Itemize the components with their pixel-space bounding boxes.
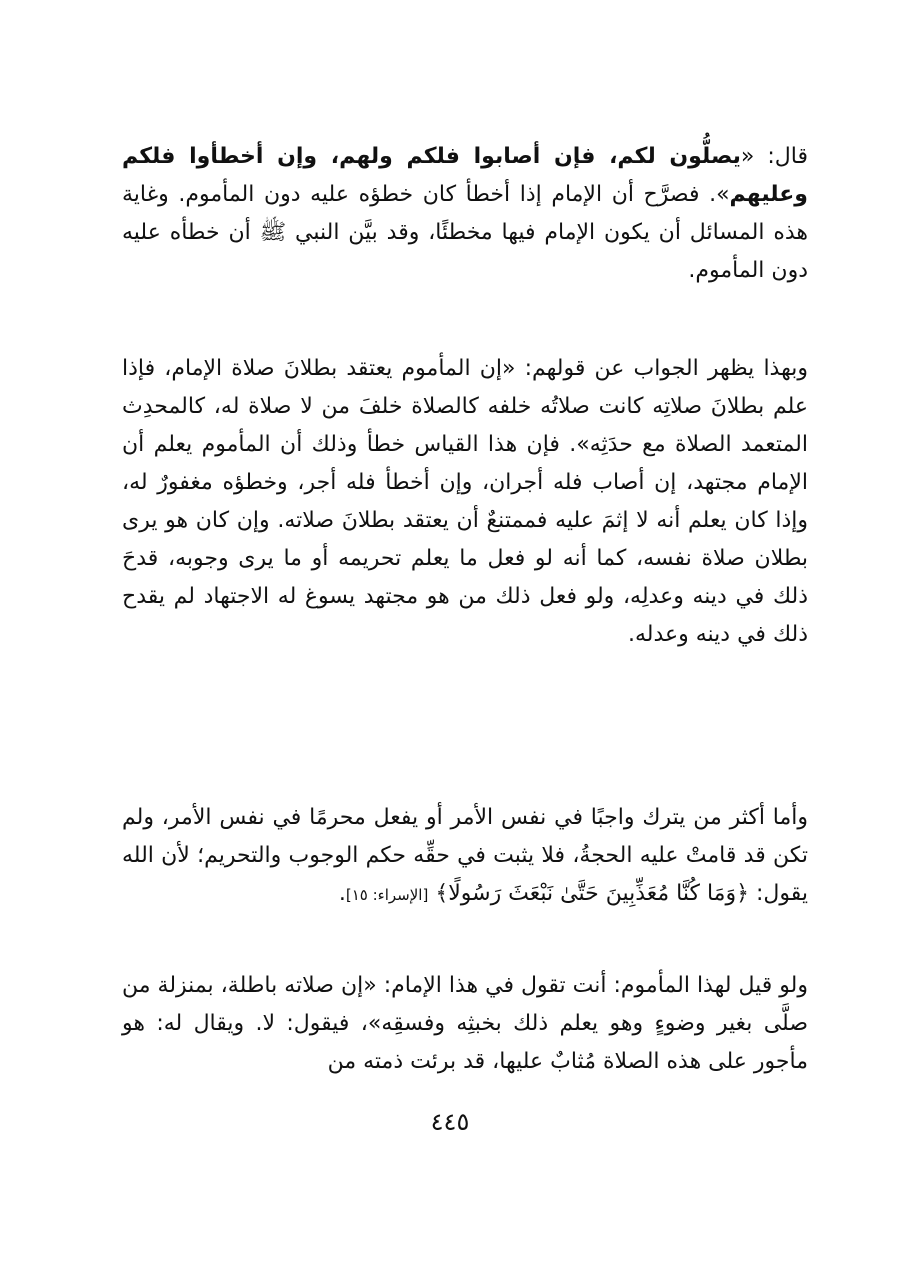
paragraph-4: [122, 967, 848, 1081]
paragraph-3-end: .: [338, 881, 346, 906]
page-number: ٤٤٥: [430, 1108, 470, 1136]
paragraph-2-text: وبهذا يظهر الجواب عن قولهم: «إن المأموم يعتقد بطلانَ صلاة الإمام، فإذا علم بطلانَ صلاتِه كانت صلاتُه خلفه كالصلاة خلفَ من لا صلاة له، كالمحدِث المتعمد الصلاة مع حدَثِه». فإن هذا القياس خطأ وذلك أن المأموم يعلم أن الإمام مجتهد، إن أصاب فله أجران، وإن أخطأ فله أجر، وخطؤه مغفورٌ له، وإذا كان يعلم أنه لا إثمَ عليه فممتنعٌ أن يعتقد بطلانَ صلاته. وإن كان هو يرى بطلان صلاة نفسه، كما أنه لو فعل ما يعلم تحريمه أو ما يرى وجوبه، قدحَ ذلك في دينه وعدلِه، ولو فعل ذلك من هو مجتهد يسوغ له الاجتهاد لم يقدح ذلك في دينه وعدله.: [122, 356, 808, 647]
hadith-quote: يصلُّون لكم، فإن أصابوا فلكم ولهم، وإن أخطأوا فلكم وعليهم: [122, 144, 808, 207]
verse-reference: [الإسراء: ١٥]: [345, 886, 429, 904]
paragraph-3: [122, 799, 848, 914]
paragraph-1: [122, 138, 808, 290]
paragraph-3-text: وأما أكثر من يترك واجبًا في نفس الأمر أو يفعل محرمًا في نفس الأمر، ولم تكن قد قامتْ عليه الحجةُ، فلا يثبت في حقِّه حكم الوجوب والتحريم؛ لأن الله يقول:: [122, 805, 808, 906]
quote-intro: قال: «: [740, 144, 808, 169]
paragraph-4-text: ولو قيل لهذا المأموم: أنت تقول في هذا الإمام: «إن صلاته باطلة، بمنزلة من صلَّى بغير وضوءٍ وهو يعلم ذلك بخبثِه وفسقِه»، فيقول: لا. ويقال له: هو مأجور على هذه الصلاة مُثابٌ عليها، قد برئت ذمته من: [122, 973, 808, 1074]
quran-verse: ﴿وَمَا كُنَّا مُعَذِّبِينَ حَتَّىٰ نَبْعَثَ رَسُولًا﴾: [435, 881, 749, 906]
paragraph-1-rest: ». فصرَّح أن الإمام إذا أخطأ كان خطؤه عليه دون المأموم. وغاية هذه المسائل أن يكون الإمام فيها مخطئًا، وقد بيَّن النبي ﷺ أن خطأه عليه دون المأموم.: [122, 182, 808, 283]
paragraph-2: [122, 350, 848, 654]
